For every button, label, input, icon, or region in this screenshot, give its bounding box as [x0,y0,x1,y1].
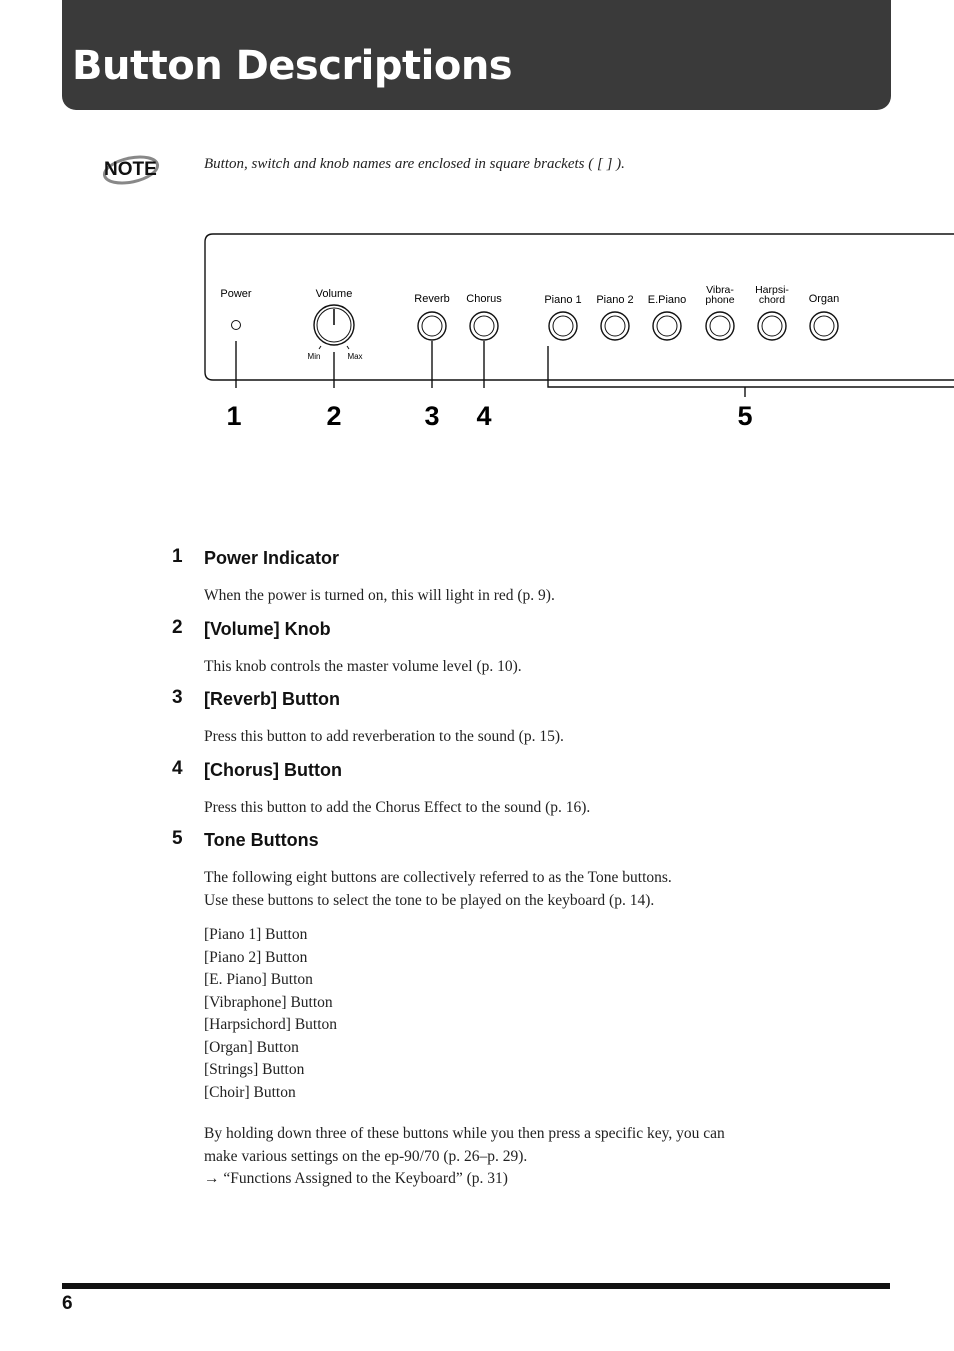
volume-min-label: Min [307,352,321,361]
tone-closing-text [204,1123,725,1191]
list-item: [Organ] Button [204,1038,299,1056]
harpsichord-label-line1: Harpsi- [755,284,789,296]
body-line: Use these buttons to select the tone to be played on the keyboard (p. 14). [204,892,655,909]
callout-3: 3 [424,401,440,431]
epiano-button[interactable] [653,312,681,340]
organ-button[interactable] [810,312,838,340]
list-item: [Vibraphone] Button [204,993,333,1011]
list-item: [Harpsichord] Button [204,1016,338,1033]
callout-1: 1 [226,401,242,431]
item-heading: Power Indicator [204,548,340,568]
tone-bracket [548,346,954,387]
power-label: Power [220,288,252,300]
epiano-label: E.Piano [647,294,687,306]
volume-label: Volume [315,288,353,300]
list-item: [E. Piano] Button [204,971,313,988]
piano1-label: Piano 1 [544,294,582,306]
volume-max-label: Max [347,352,363,361]
item-heading: [Chorus] Button [204,760,342,780]
vibraphone-button[interactable] [706,312,734,340]
body-line: make various settings on the ep-90/70 (p. 26–p. 29). [204,1147,528,1165]
item-body: This knob controls the master volume level (p. 10). [204,658,522,675]
item-number: 1 [172,546,183,567]
list-item: [Piano 2] Button [204,948,308,966]
item-heading: [Volume] Knob [204,619,331,639]
item-body: When the power is turned on, this will light in red (p. 9). [204,587,555,604]
item-number: 4 [172,758,183,779]
list-item: [Piano 1] Button [204,926,308,943]
callout-4: 4 [476,401,492,431]
list-item: [Choir] Button [204,1083,296,1101]
piano2-label: Piano 2 [596,294,634,306]
piano2-button[interactable] [601,312,629,340]
note-icon [100,148,162,188]
volume-knob[interactable] [314,305,354,349]
harpsichord-label-line2: chord [758,294,786,306]
chorus-label: Chorus [466,293,502,305]
panel-diagram [0,225,954,435]
item-body [204,866,672,912]
tone-button-list [204,924,337,1104]
item-heading: Tone Buttons [204,830,319,850]
cross-reference: → “Functions Assigned to the Keyboard” (p. 31) [204,1170,508,1187]
vibraphone-label-line1: Vibra- [706,284,734,296]
callout-5: 5 [737,401,753,431]
item-number: 5 [172,828,183,849]
reverb-label: Reverb [414,293,450,305]
item-number: 3 [172,687,183,708]
body-line: The following eight buttons are collectively referred to as the Tone buttons. [204,869,672,886]
footer-rule [62,1283,890,1289]
power-indicator-light [232,321,241,330]
item-body: Press this button to add the Chorus Effect to the sound (p. 16). [204,799,591,816]
item-body: Press this button to add reverberation to the sound (p. 15). [204,728,564,745]
note-logo-text: NOTE [104,159,157,180]
page-number: 6 [62,1293,73,1314]
item-heading: [Reverb] Button [204,689,340,709]
reverb-button[interactable] [418,312,446,340]
body-line: By holding down three of these buttons while you then press a specific key, you can [204,1125,725,1142]
harpsichord-button[interactable] [758,312,786,340]
callout-2: 2 [326,401,342,431]
piano1-button[interactable] [549,312,577,340]
item-number: 2 [172,617,183,638]
organ-label: Organ [808,293,840,305]
chorus-button[interactable] [470,312,498,340]
note-text: Button, switch and knob names are enclosed in square brackets ( [ ] ). [204,156,625,172]
list-item: [Strings] Button [204,1061,305,1078]
page-title: Button Descriptions [72,43,513,89]
vibraphone-label-line2: phone [705,294,735,306]
